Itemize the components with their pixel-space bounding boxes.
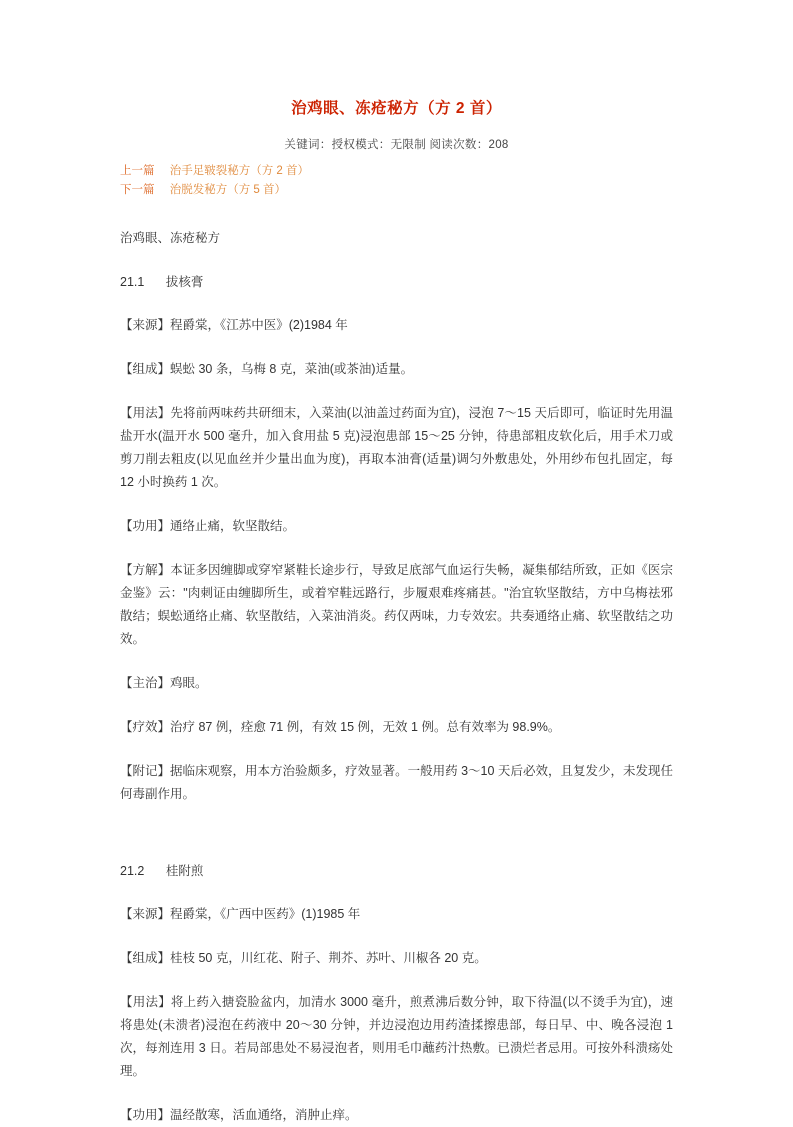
entry-1-paragraph-usage: 【用法】先将前两味药共研细末，入菜油(以油盖过药面为宜)，浸泡 7～15 天后即可，临证时先用温盐开水(温开水 500 毫升，加入食用盐 5 克)浸泡患部 15～25 分钟，待患部粗皮软化后，用手术刀或剪刀削去粗皮(以见血丝并少量出血为度)，再取本油膏(适量)调匀外敷患处，外用纱布包扎固定，每 12 小时换药 1 次。 xyxy=(120,406,673,489)
next-article-label: 下一篇 xyxy=(120,184,155,196)
next-article-link[interactable]: 治脱发秘方（方 5 首） xyxy=(169,184,286,196)
entry-separator xyxy=(120,827,673,861)
document-meta: 关键词：授权模式：无限制 阅读次数：208 xyxy=(284,139,509,151)
entry-heading-2 xyxy=(120,861,673,879)
entry-1-paragraph-composition: 【组成】蜈蚣 30 条，乌梅 8 克，菜油(或茶油)适量。 xyxy=(120,362,414,376)
section-heading: 治鸡眼、冻疮秘方 xyxy=(120,231,221,245)
prev-article-label: 上一篇 xyxy=(120,165,155,177)
entry-1-paragraph-function: 【功用】通络止痛，软坚散结。 xyxy=(120,519,296,533)
article-navigation xyxy=(120,162,673,200)
entry-heading-1 xyxy=(120,272,673,290)
prev-article-row xyxy=(120,162,673,181)
entry-number-2: 21.2 xyxy=(120,864,145,878)
entry-2-paragraph-usage: 【用法】将上药入搪瓷脸盆内，加清水 3000 毫升，煎煮沸后数分钟，取下待温(以不烫手为宜)，速将患处(未溃者)浸泡在药液中 20～30 分钟，并边浸泡边用药渣揉擦患部，每日早、中、晚各浸泡 1 次，每剂连用 3 日。若局部患处不易浸泡者，则用毛巾蘸药汁热敷。已溃烂者忌用。可按外科溃疡处理。 xyxy=(120,995,673,1078)
prev-article-link[interactable]: 治手足皲裂秘方（方 2 首） xyxy=(169,165,309,177)
entry-2-paragraph-source: 【来源】程爵棠，《广西中医药》(1)1985 年 xyxy=(120,907,361,921)
entry-1-paragraph-efficacy: 【疗效】治疗 87 例，痊愈 71 例，有效 15 例，无效 1 例。总有效率为 98.9%。 xyxy=(120,720,561,734)
entry-name-1: 拔核膏 xyxy=(165,275,204,289)
entry-1-paragraph-analysis: 【方解】本证多因缠脚或穿窄紧鞋长途步行，导致足底部气血运行失畅，凝集郁结所致，正如《医宗金鉴》云："肉刺证由缠脚所生，或着窄鞋远路行，步履艰难疼痛甚。"治宜软坚散结，方中乌梅祛邪散结；蜈蚣通络止痛、软坚散结，入菜油消炎。药仅两味，力专效宏。共奏通络止痛、软坚散结之功效。 xyxy=(120,563,673,646)
entry-1-paragraph-indication: 【主治】鸡眼。 xyxy=(120,676,208,690)
page-title: 治鸡眼、冻疮秘方（方 2 首） xyxy=(291,100,502,117)
entry-1-paragraph-source: 【来源】程爵棠，《江苏中医》(2)1984 年 xyxy=(120,318,348,332)
entry-number-1: 21.1 xyxy=(120,275,145,289)
entry-2-paragraph-function: 【功用】温经散寒，活血通络，消肿止痒。 xyxy=(120,1108,358,1122)
entry-1-paragraph-notes: 【附记】据临床观察，用本方治验颇多，疗效显著。一般用药 3～10 天后必效，且复发少，未发现任何毒副作用。 xyxy=(120,764,673,801)
entry-name-2: 桂附煎 xyxy=(165,864,204,878)
entry-2-paragraph-composition: 【组成】桂枝 50 克，川红花、附子、荆芥、苏叶、川椒各 20 克。 xyxy=(120,951,487,965)
next-article-row xyxy=(120,181,673,200)
